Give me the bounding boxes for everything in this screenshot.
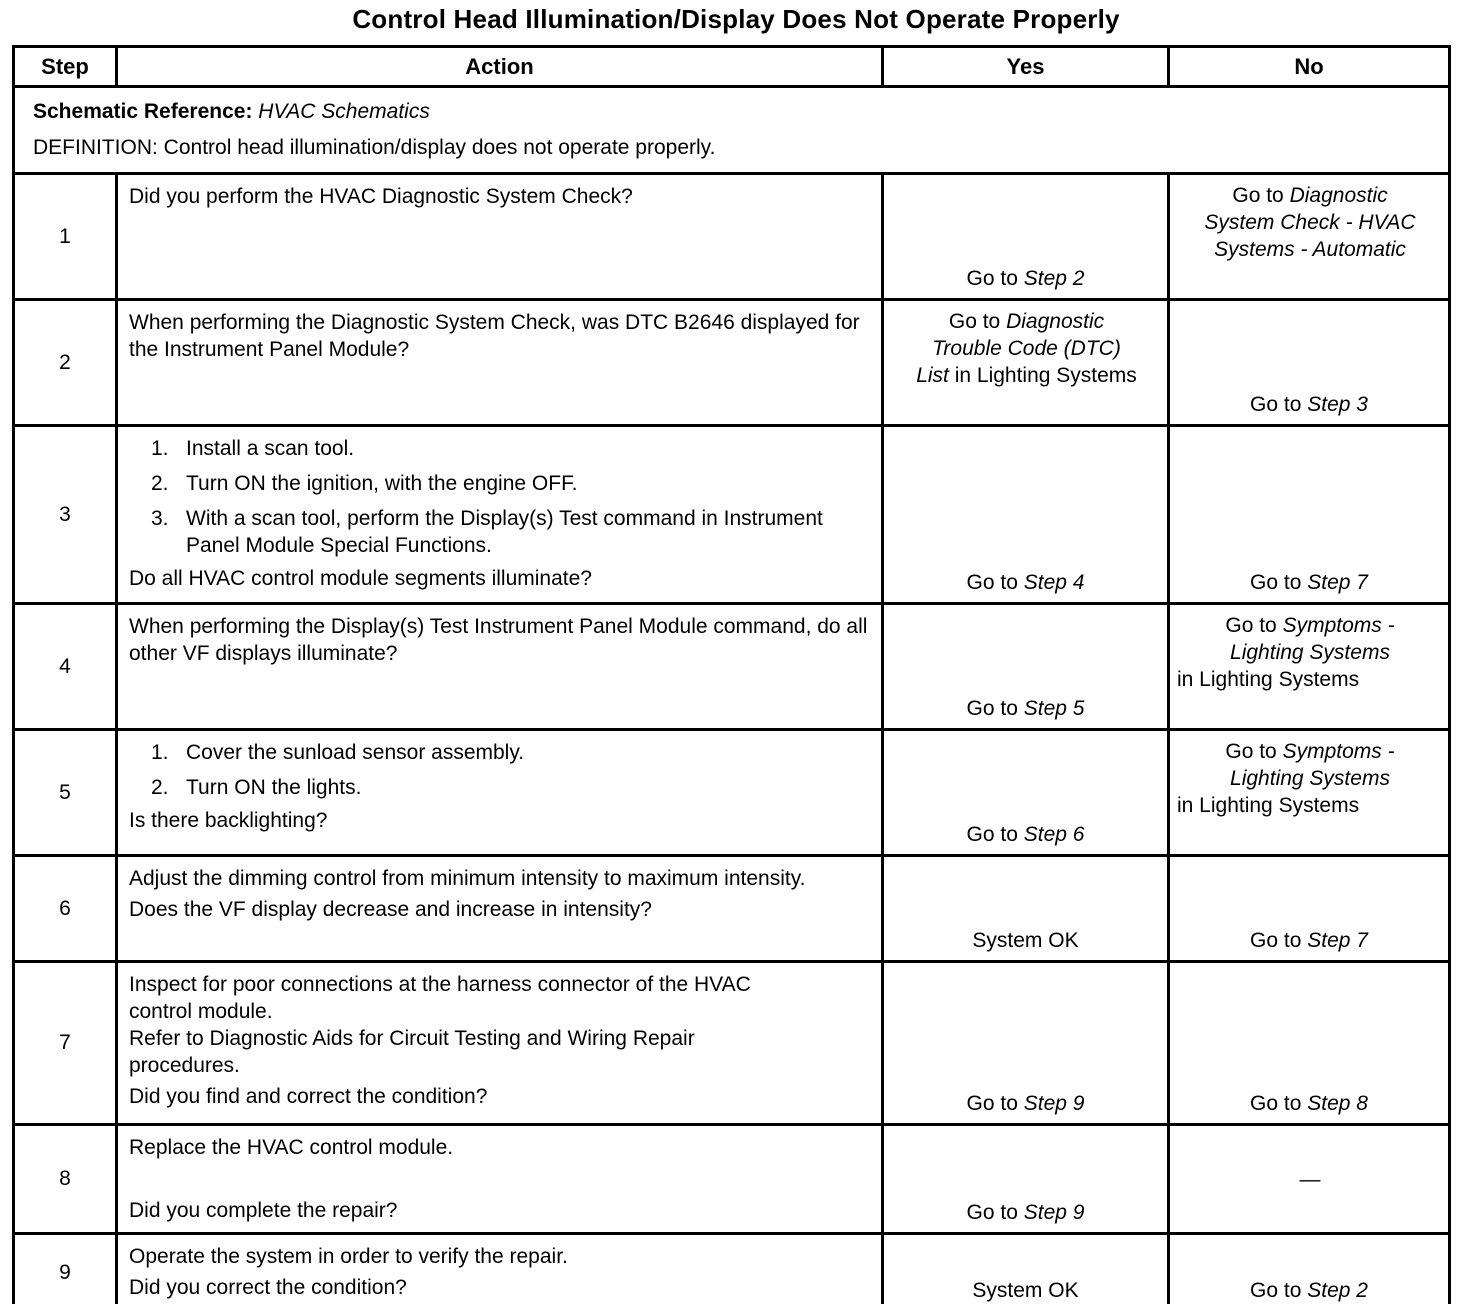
table-row [14,856,1450,962]
step-number: 4 [14,604,117,730]
no-result[interactable]: Go to Symptoms - Lighting Systems in Lighting Systems [1177,614,1395,691]
action-text: Did you perform the HVAC Diagnostic System Check? [129,185,633,208]
table-row [14,1125,1450,1234]
no-result[interactable]: Go to Step 7 [1250,929,1368,952]
list-item: 1. Cover the sunload sensor assembly. [151,741,525,764]
action-text: Replace the HVAC control module. [129,1136,454,1159]
action-text: When performing the Diagnostic System Check, was DTC B2646 displayed for the Instrument Panel Module? [129,311,860,361]
header-step: Step [14,47,117,87]
step-number: 1 [14,174,117,300]
yes-result[interactable]: Go to Diagnostic Trouble Code (DTC) List in Lighting Systems [916,310,1137,387]
action-text: Adjust the dimming control from minimum intensity to maximum intensity. [129,867,806,890]
procedure-list [151,739,873,801]
step-number: 5 [14,730,117,856]
step-number: 7 [14,962,117,1125]
yes-result[interactable]: Go to Step 2 [966,267,1085,290]
yes-result[interactable]: Go to Step 5 [966,697,1085,720]
header-no: No [1169,47,1450,87]
yes-result[interactable]: Go to Step 6 [966,823,1085,846]
table-header-row [14,47,1450,87]
action-text: Inspect for poor connections at the harness connector of the HVAC control module. [129,973,751,1023]
page-title: Control Head Illumination/Display Does Not Operate Properly [352,4,1120,34]
no-result[interactable]: Go to Step 3 [1250,393,1368,416]
header-yes: Yes [883,47,1169,87]
yes-result[interactable]: Go to Step 9 [966,1092,1085,1115]
list-item: 2. Turn ON the ignition, with the engine OFF. [151,472,578,495]
action-text: Operate the system in order to verify the repair. [129,1245,568,1268]
list-item: 3. With a scan tool, perform the Display(s) Test command in Instrument Panel Module Special Functions. [151,507,823,557]
no-result[interactable]: Go to Diagnostic System Check - HVAC Systems - Automatic [1204,184,1416,261]
step-number: 3 [14,426,117,604]
table-row [14,1234,1450,1304]
table-row [14,604,1450,730]
list-item: 2. Turn ON the lights. [151,776,362,799]
list-item: 1. Install a scan tool. [151,437,355,460]
no-result[interactable]: Go to Step 7 [1250,571,1368,594]
definition: DEFINITION: Control head illumination/display does not operate properly. [33,136,716,159]
action-text: When performing the Display(s) Test Instrument Panel Module command, do all other VF displays illuminate? [129,615,868,665]
schematic-reference-link[interactable]: HVAC Schematics [258,100,430,123]
step-number: 6 [14,856,117,962]
question-text: Did you correct the condition? [129,1276,407,1299]
yes-result[interactable]: Go to Step 9 [966,1201,1085,1224]
step-number: 2 [14,300,117,426]
question-text: Did you complete the repair? [129,1199,398,1222]
question-text: Do all HVAC control module segments illuminate? [129,567,592,590]
no-result[interactable]: Go to Step 2 [1250,1279,1368,1302]
table-row [14,730,1450,856]
question-text: Is there backlighting? [129,809,328,832]
no-result[interactable]: Go to Step 8 [1250,1092,1368,1115]
table-row [14,174,1450,300]
header-action: Action [117,47,883,87]
table-row [14,426,1450,604]
table-row [14,300,1450,426]
no-result: — [1299,1167,1321,1191]
table-row [14,962,1450,1125]
action-text-secondary: Refer to Diagnostic Aids for Circuit Testing and Wiring Repair procedures. [129,1027,695,1077]
no-result[interactable]: Go to Symptoms - Lighting Systems in Lighting Systems [1177,740,1395,817]
schematic-reference: Schematic Reference: HVAC Schematics [33,100,430,123]
step-number: 8 [14,1125,117,1234]
yes-result[interactable]: Go to Step 4 [966,571,1085,594]
reference-row [14,87,1450,174]
diagnostic-table [12,45,1451,1304]
question-text: Did you find and correct the condition? [129,1085,488,1108]
yes-result[interactable]: System OK [972,929,1079,952]
step-number: 9 [14,1234,117,1304]
yes-result[interactable]: System OK [972,1279,1079,1302]
question-text: Does the VF display decrease and increase in intensity? [129,898,652,921]
procedure-list [151,435,873,559]
